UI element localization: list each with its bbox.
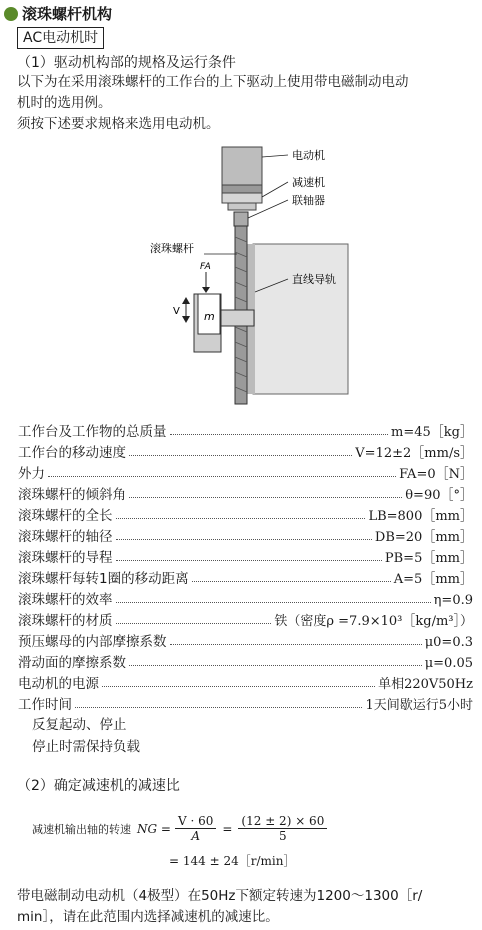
leader-dots: [116, 623, 272, 624]
ball-screw-label: 滚珠螺杆: [150, 242, 194, 255]
velocity-label: V: [173, 306, 180, 317]
leader-dots: [129, 665, 422, 666]
formula-label: 减速机输出轴的转速: [32, 822, 131, 836]
leader-dots: [48, 476, 396, 477]
spec-label: 工作台及工作物的总质量: [18, 424, 167, 440]
leader-dots: [102, 686, 375, 687]
equals-sign: =: [222, 821, 233, 836]
velocity-arrow-head-up: [182, 297, 190, 304]
section-title: [4, 3, 112, 24]
leader-dots: [192, 581, 391, 582]
spec-label: 工作台的移动速度: [18, 445, 126, 461]
spec-value: V=12±2［mm/s］: [355, 446, 473, 461]
fraction-1-denominator: A: [191, 829, 200, 843]
leader-dots: [170, 644, 422, 645]
intro-line-1: 以下为在采用滚珠螺杆的工作台的上下驱动上使用带电磁制动电动: [17, 74, 409, 90]
spec-value: μ0=0.3: [424, 635, 473, 650]
conclusion-line-2: min］，请在此范围内选择减速机的减速比。: [17, 909, 279, 925]
coupling-label: 联轴器: [292, 194, 325, 207]
reducer-body: [222, 193, 262, 203]
ball-screw-diagram: [140, 142, 380, 410]
fraction-1: [175, 814, 216, 843]
spec-label: 工作时间: [18, 697, 72, 713]
fraction-2-numerator: (12 ± 2) × 60: [238, 814, 327, 829]
leader-dots: [116, 560, 382, 561]
spec-label: 预压螺母的内部摩擦系数: [18, 634, 167, 650]
screw-nut-arm: [220, 310, 254, 326]
leader-dots: [116, 539, 372, 540]
force-label: FA: [200, 262, 211, 272]
spec-label: 滚珠螺杆的导程: [18, 550, 113, 566]
spec-row: [18, 461, 473, 482]
spec-value: DB=20［mm］: [374, 530, 473, 545]
part1-title: （1）驱动机构部的规格及运行条件: [17, 55, 236, 71]
spec-row: [18, 692, 473, 713]
spec-value: η=0.9: [433, 593, 473, 608]
reducer-flange: [228, 203, 256, 210]
spec-row: [18, 503, 473, 524]
spec-value: FA=0［N］: [399, 467, 473, 482]
ac-motor-label: AC电动机时: [17, 27, 104, 49]
spec-row: [18, 587, 473, 608]
velocity-arrow-head-down: [182, 316, 190, 323]
leader-dots: [129, 497, 402, 498]
spec-row: [18, 524, 473, 545]
spec-value: LB=800［mm］: [368, 509, 473, 524]
motor-body: [222, 147, 262, 185]
spec-value: PB=5［mm］: [384, 551, 473, 566]
fraction-2-denominator: 5: [279, 829, 287, 843]
work-note-1: 反复起动、停止: [32, 717, 127, 733]
section-title-text: 滚珠螺杆机构: [22, 5, 113, 23]
coupling-body: [234, 212, 248, 226]
leader-dots: [116, 602, 431, 603]
leader-dots: [116, 518, 366, 519]
spec-label: 滚珠螺杆的轴径: [18, 529, 113, 545]
spec-label: 滚珠螺杆的效率: [18, 592, 113, 608]
spec-row: [18, 545, 473, 566]
bullet-dot-icon: [4, 7, 18, 21]
fraction-2: [238, 814, 327, 843]
fraction-1-numerator: V · 60: [175, 814, 216, 829]
spec-label: 外力: [18, 466, 45, 482]
spec-label: 滚珠螺杆的材质: [18, 613, 113, 629]
force-arrow-head: [202, 287, 210, 293]
speed-formula: [32, 814, 327, 843]
spec-row: [18, 482, 473, 503]
spec-row: [18, 650, 473, 671]
spec-row: [18, 440, 473, 461]
work-note-2: 停止时需保持负载: [32, 739, 140, 755]
spec-value: θ=90［°］: [405, 488, 473, 503]
spec-label: 滚珠螺杆的全长: [18, 508, 113, 524]
leader-dots: [129, 455, 352, 456]
linear-guide-plate: [253, 244, 348, 394]
spec-label: 滑动面的摩擦系数: [18, 655, 126, 671]
intro-line-3: 须按下述要求规格来选用电动机。: [17, 116, 220, 132]
spec-row: [18, 566, 473, 587]
spec-value: m=45［kg］: [391, 425, 473, 440]
formula-symbol: NG =: [137, 821, 171, 836]
intro-line-2: 机时的选用例。: [17, 95, 112, 111]
spec-value: 1天间歇运行5小时: [365, 698, 473, 713]
spec-value: 铁（密度ρ =7.9×10³［kg/m³］）: [274, 614, 473, 629]
formula-result: = 144 ± 24［r/min］: [169, 854, 296, 868]
spec-label: 滚珠螺杆的倾斜角: [18, 487, 126, 503]
conclusion-line-1: 带电磁制动电动机（4极型）在50Hz下额定转速为1200～1300［r/: [17, 888, 423, 904]
motor-label: 电动机: [292, 149, 325, 162]
spec-label: 电动机的电源: [18, 676, 99, 692]
spec-label: 滚珠螺杆每转1圈的移动距离: [18, 571, 189, 587]
part2-title: （2）确定减速机的减速比: [17, 778, 180, 794]
motor-band: [222, 185, 262, 193]
reducer-label: 减速机: [292, 176, 325, 189]
spec-value: 单相220V50Hz: [378, 677, 473, 692]
spec-row: [18, 419, 473, 440]
spec-row: [18, 671, 473, 692]
mass-label: m: [204, 310, 215, 323]
leader-dots: [170, 434, 389, 435]
spec-row: [18, 608, 473, 629]
leader-dots: [75, 707, 362, 708]
spec-value: A=5［mm］: [393, 572, 473, 587]
spec-row: [18, 629, 473, 650]
spec-value: μ=0.05: [424, 656, 473, 671]
linear-guide-label: 直线导轨: [292, 273, 336, 286]
